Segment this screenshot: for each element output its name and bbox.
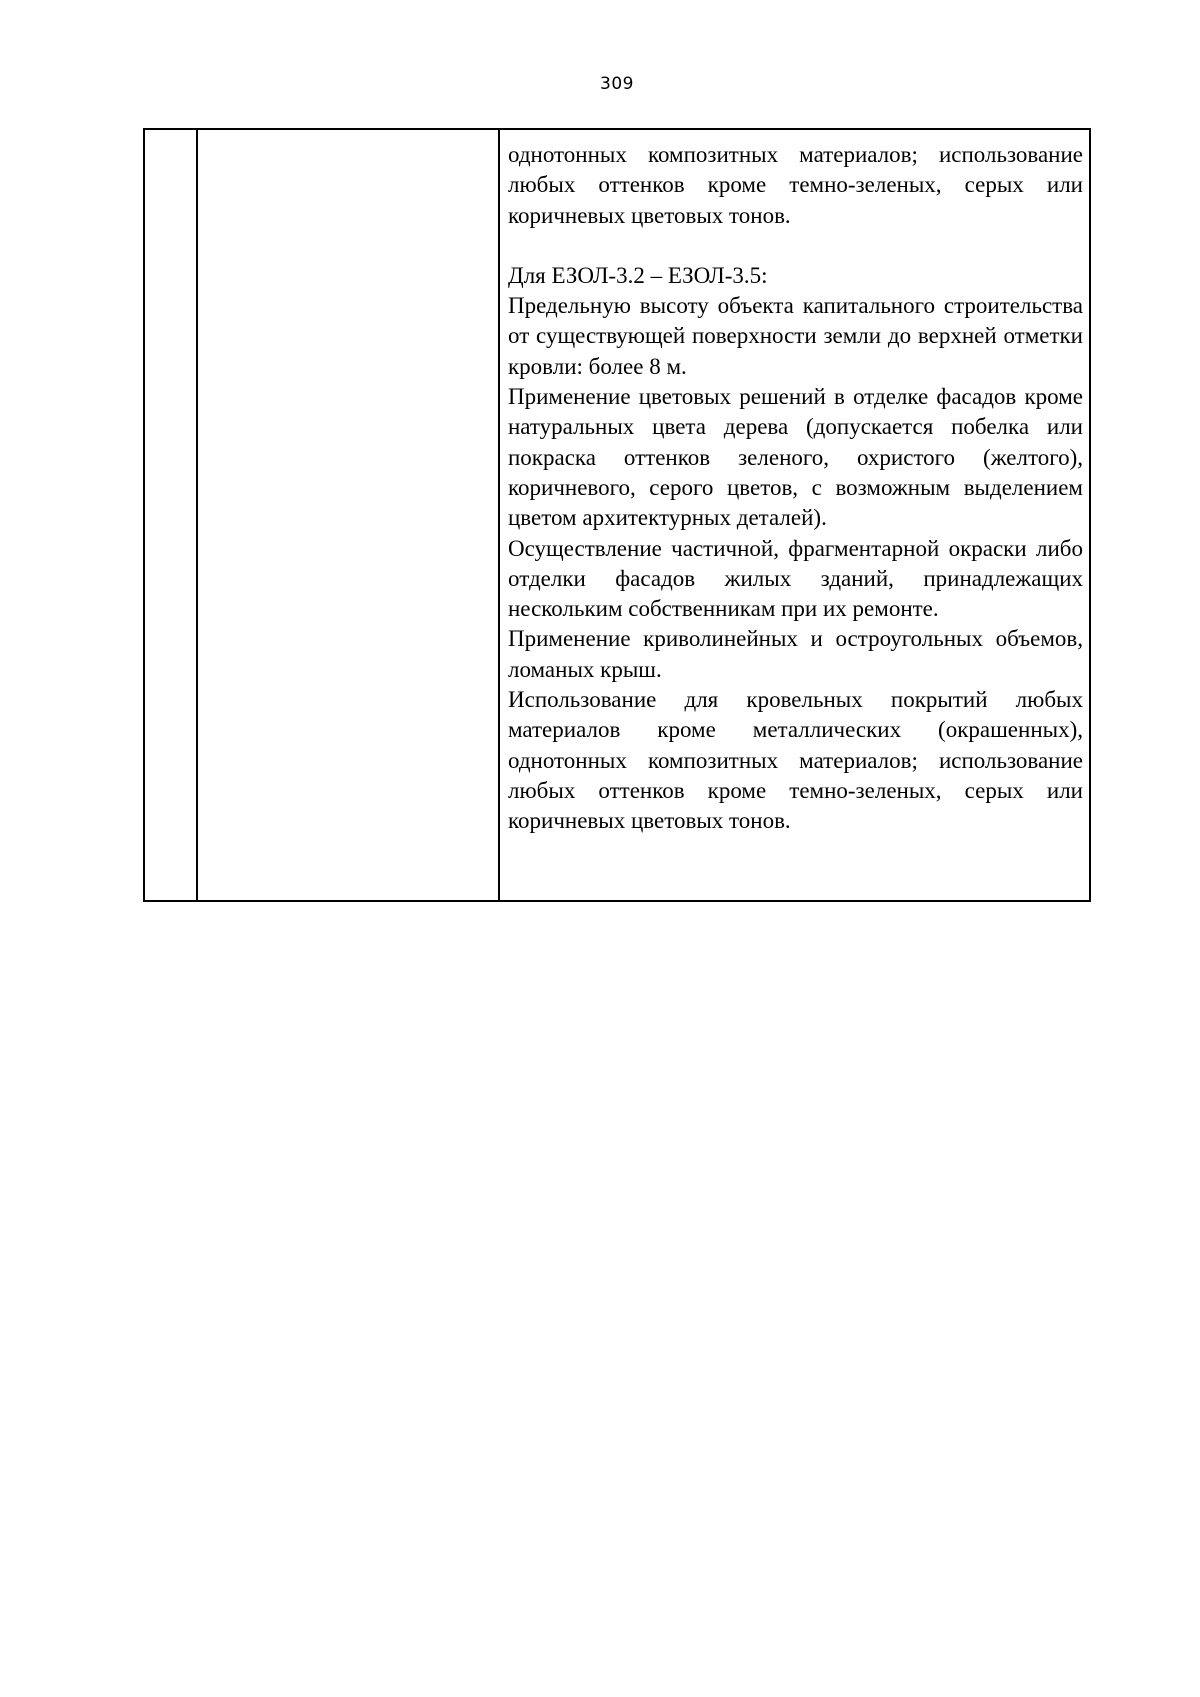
regulations-table xyxy=(143,128,1091,902)
paragraph-partial-painting: Осуществление частичной, фрагментарной окраски либо отделки фасадов жилых зданий, принадлежащих нескольким собственникам при их ремонте. xyxy=(508,535,1083,622)
paragraph-facade-colors: Применение цветовых решений в отделке фасадов кроме натуральных цвета дерева (допускается побелка или покраска оттенков зеленого, охристого (желтого), коричневого, серого цветов, с возможным выделением цветом архитектурных деталей). xyxy=(508,384,1083,531)
table-cell-requirements xyxy=(499,129,1090,901)
table-cell-number xyxy=(144,129,197,901)
zone-heading: Для ЕЗОЛ-3.2 – ЕЗОЛ-3.5: xyxy=(508,262,768,288)
paragraph-roofing-materials: Использование для кровельных покрытий любых материалов кроме металлических (окрашенных), однотонных композитных материалов; использование любых оттенков кроме темно-зеленых, серых или коричневых цветовых тонов. xyxy=(508,687,1083,834)
page-number: 309 xyxy=(600,74,634,94)
table-cell-name xyxy=(197,129,499,901)
requirements-text xyxy=(500,130,1089,837)
paragraph-height-limit: Предельную высоту объекта капитального строительства от существующей поверхности земли до верхней отметки кровли: более 8 м. xyxy=(508,293,1083,379)
paragraph-continuation: однотонных композитных материалов; использование любых оттенков кроме темно-зеленых, серых или коричневых цветовых тонов. xyxy=(508,142,1083,228)
paragraph-spacer xyxy=(508,231,1083,261)
paragraph-curvilinear-volumes: Применение криволинейных и остроугольных объемов, ломаных крыш. xyxy=(508,626,1083,682)
table-row xyxy=(144,129,1090,901)
